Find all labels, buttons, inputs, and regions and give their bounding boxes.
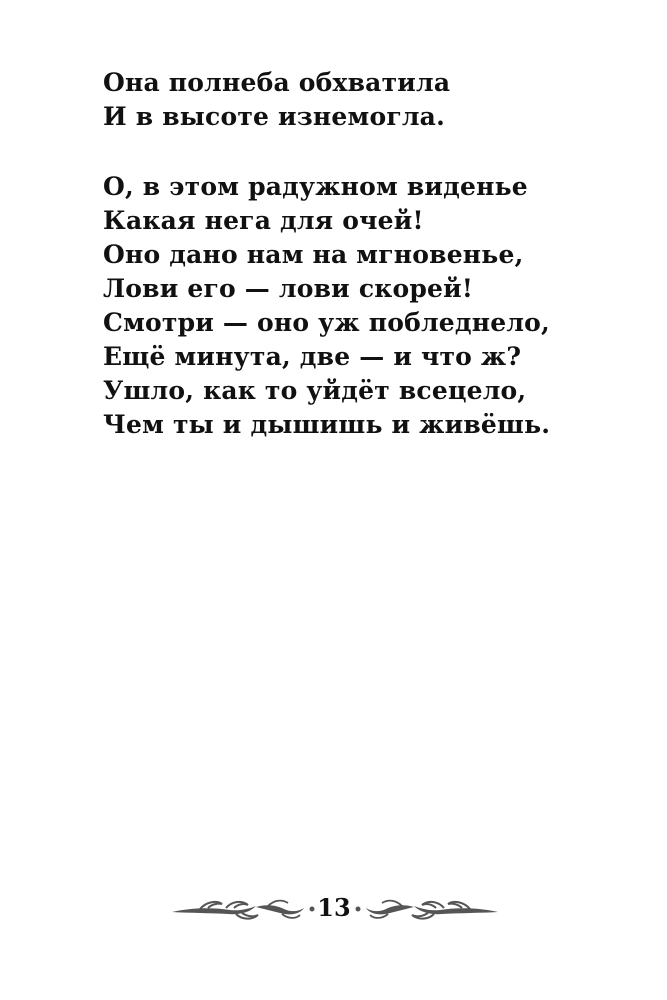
stanza-1 — [103, 66, 643, 134]
poem-line: Смотри — оно уж побледнело, — [103, 308, 550, 337]
poem-line: Какая нега для очей! — [103, 206, 424, 235]
page-number: 13 — [317, 893, 351, 922]
poem-text — [103, 66, 643, 442]
stanza-2 — [103, 170, 643, 442]
poem-line: Ушло, как то уйдёт всецело, — [103, 376, 527, 405]
poem-line: Ещё минута, две — и что ж? — [103, 342, 522, 371]
poem-line: И в высоте изнемогла. — [103, 102, 445, 131]
page-footer — [0, 890, 667, 930]
flourish-ornament-right-icon — [350, 896, 500, 922]
poem-line: Чем ты и дышишь и живёшь. — [103, 410, 551, 439]
flourish-ornament-left-icon — [170, 896, 320, 922]
poem-line: Лови его — лови скорей! — [103, 274, 474, 303]
poem-line: Она полнеба обхватила — [103, 68, 451, 97]
poem-line: Оно дано нам на мгновенье, — [103, 240, 524, 269]
poem-line: О, в этом радужном виденье — [103, 172, 528, 201]
